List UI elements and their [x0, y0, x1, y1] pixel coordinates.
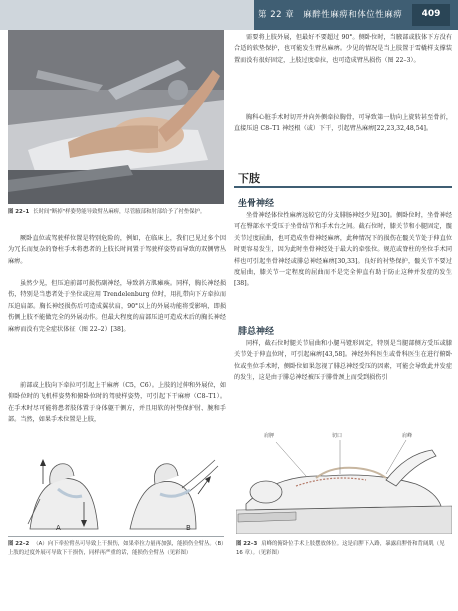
- peroneal-paragraph: 同样，截石位时腿关节屈曲和小腿马镫形固定，特别是当腿部侧方受压或膝关节处于伸直位时，可引起麻痹[43,58]。神经外科医生或骨科医生在进行俯卧位或坐位手术时，侧卧位如果忽视了腓总神经受压的因素，可能会导致此并发症的发生，这是由于腓总神经被压于腓骨颈上而受到损伤引: [234, 340, 452, 382]
- chapter-title: 第 22 章 麻醉性麻痹和体位性麻痹: [258, 10, 403, 20]
- label-scapula: 肩胛: [264, 433, 275, 439]
- sciatic-paragraph: 坐骨神经体位性麻痹远较它的分支腓肠神经少见[30]。侧卧位时，坐骨神经可在臀部水平受压于坐骨结节和手术台之间。截石位时，膝关节和小腿固定，髋关节过度屈曲，也可造成坐骨神经麻痹，此种情况下的损伤在髋关节处于伸直位时更容易发生，因为此时坐骨神经处于最大的牵张位。规范或脊柱的坐位手术同样也可引起坐骨神经或腓总神经麻痹[30,33]。良好的衬垫保护，髋关节不要过度屈曲，膝关节一定程度的屈曲而不是完全伸直有助于防止这种并发症的发生[38]。: [234, 212, 452, 288]
- patient-photo-illustration: [8, 30, 224, 204]
- label-acromion: 肩峰: [402, 433, 413, 439]
- figure-divider: [8, 536, 224, 537]
- subsection-title-peroneal: 腓总神经: [238, 327, 275, 337]
- figure-22-1-photo: [8, 30, 224, 204]
- left-paragraph-3: 前部或上肢向下牵拉可引起上干麻痹（C5，C6）。上肢的过伸和外展位，如仰卧位时的飞机样姿势和俯卧位时的驾驶样姿势，可引起下干麻痹（C8–T1）。在手术时尽可能将患者肢体置于身体躯干侧方，并且用软的衬垫保护肘、腕和手部。当然，如果手术位置是上肢，: [8, 382, 226, 424]
- brachial-plexus-traction-drawing: [10, 454, 222, 534]
- figure-22-2-caption: 图 22–2 （A）向下牵拉臂丛可导致上干损伤，如果牵拉力量再加强，能损伤全臂丛。（B）上肢的过度外展可导致下干损伤，同样再严重的话，能损伤全臂丛（见彩图）: [8, 541, 224, 556]
- subsection-title-sciatic: 坐骨神经: [238, 199, 275, 209]
- figure-22-2-letter-b: B: [186, 524, 191, 532]
- right-paragraph-2: 胸科心脏手术时切开并向外侧牵拉胸骨，可导致第一肋向上旋转甚至骨折，直接压迫 C8–T1 神经根（或）下干，引起臂丛麻痹[22,23,32,48,54]。: [234, 114, 452, 133]
- left-paragraph-1: 厥卧直位或驾驶样位置是特别危险的，例如，在临床上，我们已见过多个因为冗长而复杂的脊柱手术将患者的上肢长时间置于驾驶样姿势而导致的双侧臂丛麻痹。: [8, 235, 226, 265]
- page-header: [0, 0, 458, 30]
- page-number: 409: [421, 9, 441, 19]
- header-left-band: [0, 0, 254, 30]
- left-paragraph-2: 虽然少见，但压迫前部可损伤副神经，导致斜方肌瘫痪。同样，胸长神经损伤，特别是当患者处于坐位或应用 Trendelenburg 位时，用扎带向下方牵拉而压迫肩部。胸长神经损伤后可造成翼状肩，90°以上的外展功能将受影响，即损伤侧上肢不能做完全的外展动作。但最大程度的肩部压迫可造成术后的胸长神经麻痹而没有完全症状体征（图 22–2）[38]。: [8, 280, 226, 333]
- section-title-lower-limb: 下肢: [238, 172, 260, 185]
- section-rule: [234, 186, 452, 188]
- label-incision: 切口: [332, 433, 343, 439]
- figure-22-1-caption: 图 22–1 长时间"断掉"样姿势能导致臂丛麻痹，尽管腋部和肘部给予了衬垫保护。: [8, 209, 206, 215]
- right-paragraph-1: 需要将上肢外展，但最好不要超过 90°。侧卧位时，当腋部或肢体下方没有合适的软垫保护，也可能发生臂丛麻痹。少见的情况是当上肢置于雪橇样支撑装置而没有很好固定，上肢过度牵拉，也可造成臂丛损伤（图 22–3）。: [234, 34, 452, 64]
- figure-22-2-letter-a: A: [56, 524, 61, 532]
- figure-22-3-caption: 图 22–3 肩峰的俯卧位手术上肢摆放体位。这是肩胛下入路，暴露肩胛骨和背阔肌（见 16 章）。（见彩图）: [236, 541, 445, 556]
- figure-22-3-drawing: [236, 414, 452, 534]
- figure-22-2-drawings: [10, 454, 222, 534]
